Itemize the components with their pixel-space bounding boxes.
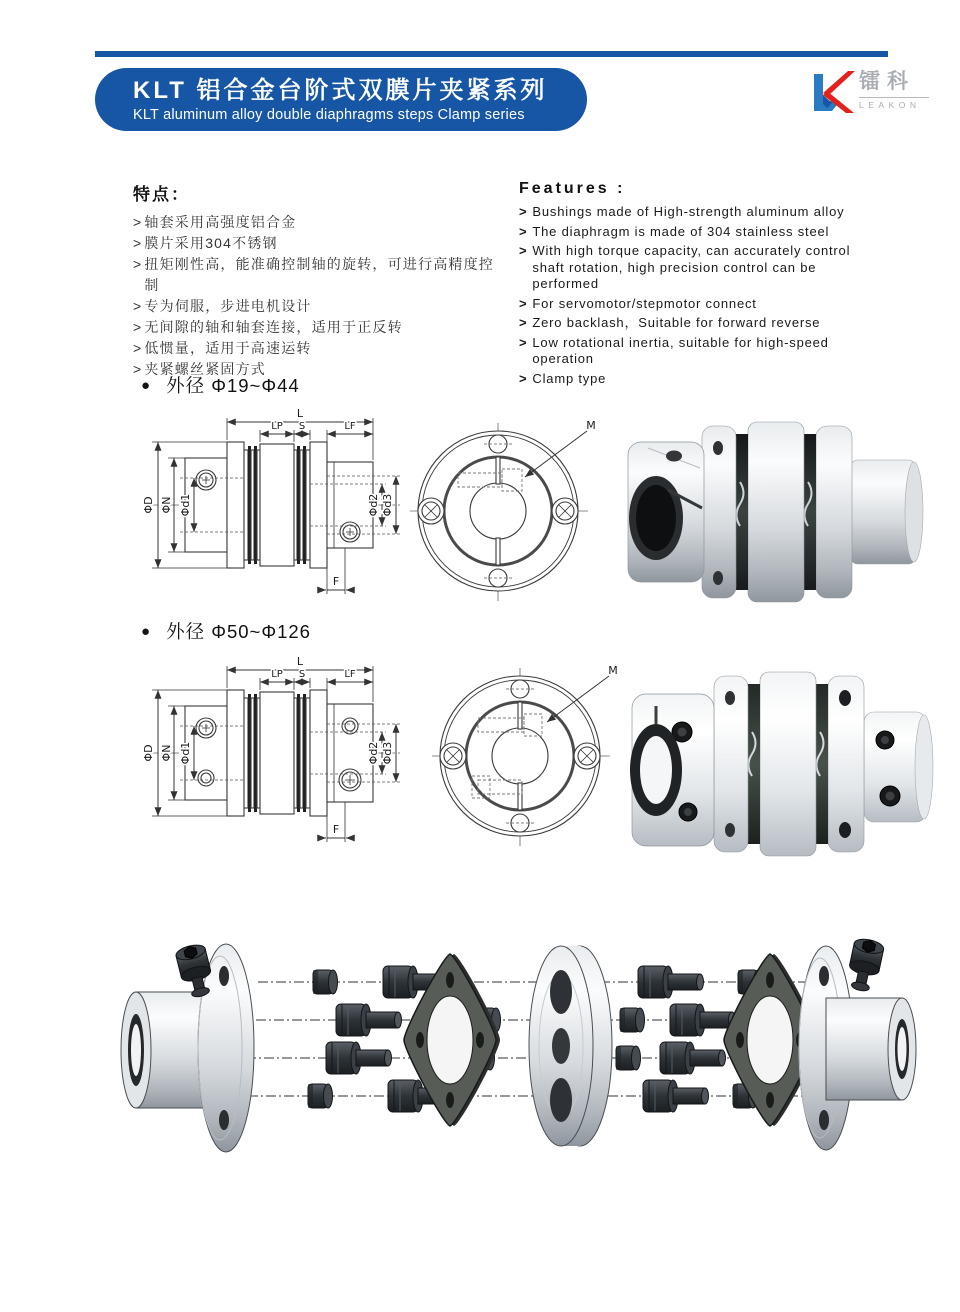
product-photo-1 xyxy=(612,390,938,614)
feature-item: > 无间隙的轴和轴套连接，适用于正反转 xyxy=(133,319,403,335)
feature-item: > The diaphragm is made of 304 stainless steel xyxy=(519,223,830,239)
feature-item: > Clamp type xyxy=(519,370,607,386)
header-title-banner xyxy=(95,68,587,131)
dim-label-phid3: Φd3 xyxy=(381,493,394,517)
dim-label-phiD: ΦD xyxy=(142,496,155,514)
drawing-cross-section-2 xyxy=(138,646,406,854)
page-title-en: KLT aluminum alloy double diaphragms steps Clamp series xyxy=(133,106,525,123)
features-en-block xyxy=(519,180,881,390)
drawing-front-view-2 xyxy=(420,658,628,850)
logo-text-en: LEAKON xyxy=(859,100,921,110)
drawing-cross-section-1 xyxy=(138,398,406,606)
page-title-zh: KLT 铝合金台阶式双膜片夹紧系列 xyxy=(133,76,548,104)
dim-label-LP: LP xyxy=(271,669,283,680)
dim-label-phid1: Φd1 xyxy=(179,493,192,517)
feature-item: > 轴套采用高强度铝合金 xyxy=(133,214,297,230)
dim-label-phiN: ΦN xyxy=(160,744,173,762)
dim-label-LP: LP xyxy=(271,421,283,432)
feature-item: > 夹紧螺丝紧固方式 xyxy=(133,361,266,377)
dim-label-F: F xyxy=(332,575,340,588)
feature-item: > For servomotor/stepmotor connect xyxy=(519,295,757,311)
section-label: 外径 Φ50~Φ126 xyxy=(166,621,311,642)
feature-item: > 膜片采用304不锈钢 xyxy=(133,235,278,251)
features-zh-block xyxy=(133,180,508,380)
dim-label-S: S xyxy=(298,421,306,432)
header-accent-line xyxy=(95,51,888,57)
feature-item: > 低惯量，适用于高速运转 xyxy=(133,340,312,356)
features-zh-heading: 特点： xyxy=(133,185,190,204)
dim-label-phid2: Φd2 xyxy=(367,741,380,765)
left-clamp-hub xyxy=(121,942,254,1152)
logo-divider xyxy=(859,97,929,98)
lk-logo-icon xyxy=(810,70,856,116)
dim-label-M: M xyxy=(608,664,618,677)
features-en-heading: Features : xyxy=(519,180,626,197)
drawing-front-view-1 xyxy=(398,413,616,605)
dim-label-phiD: ΦD xyxy=(142,744,155,762)
dim-label-LF: LF xyxy=(344,421,356,432)
brand-logo xyxy=(810,70,929,116)
features-en-list xyxy=(519,204,881,387)
section-heading-od19-44 xyxy=(141,372,300,398)
section-heading-od50-126 xyxy=(141,618,311,644)
feature-item: > Zero backlash，Suitable for forward reverse xyxy=(519,315,821,330)
exploded-view xyxy=(98,918,942,1180)
right-clamp-hub xyxy=(799,937,916,1150)
dim-label-phid1: Φd1 xyxy=(179,741,192,765)
center-spacer-disc xyxy=(529,946,612,1146)
dim-label-S: S xyxy=(298,669,306,680)
product-photo-2 xyxy=(622,636,940,866)
dim-label-phid3: Φd3 xyxy=(381,741,394,765)
bullet-icon: ● xyxy=(141,376,152,394)
logo-text-zh: 镭科 xyxy=(859,70,915,93)
dim-label-M: M xyxy=(586,419,596,432)
feature-item: > 扭矩刚性高，能准确控制轴的旋转，可进行高精度控制 xyxy=(133,256,494,293)
features-zh-list xyxy=(133,212,508,380)
dim-label-L: L xyxy=(296,655,304,668)
dim-label-LF: LF xyxy=(344,669,356,680)
bullet-icon: ● xyxy=(141,622,152,640)
feature-item: > Bushings made of High-strength aluminum alloy xyxy=(519,204,845,219)
feature-item: > 专为伺服，步进电机设计 xyxy=(133,298,312,314)
feature-item: > With high torque capacity, can accurately control shaft rotation, high precision control can be performed xyxy=(519,243,851,291)
section-label: 外径 Φ19~Φ44 xyxy=(166,375,300,396)
dim-label-phiN: ΦN xyxy=(160,496,173,514)
dim-label-phid2: Φd2 xyxy=(367,493,380,517)
feature-item: > Low rotational inertia, suitable for high-speed operation xyxy=(519,334,829,366)
dim-label-F: F xyxy=(332,823,340,836)
dim-label-L: L xyxy=(296,407,304,420)
